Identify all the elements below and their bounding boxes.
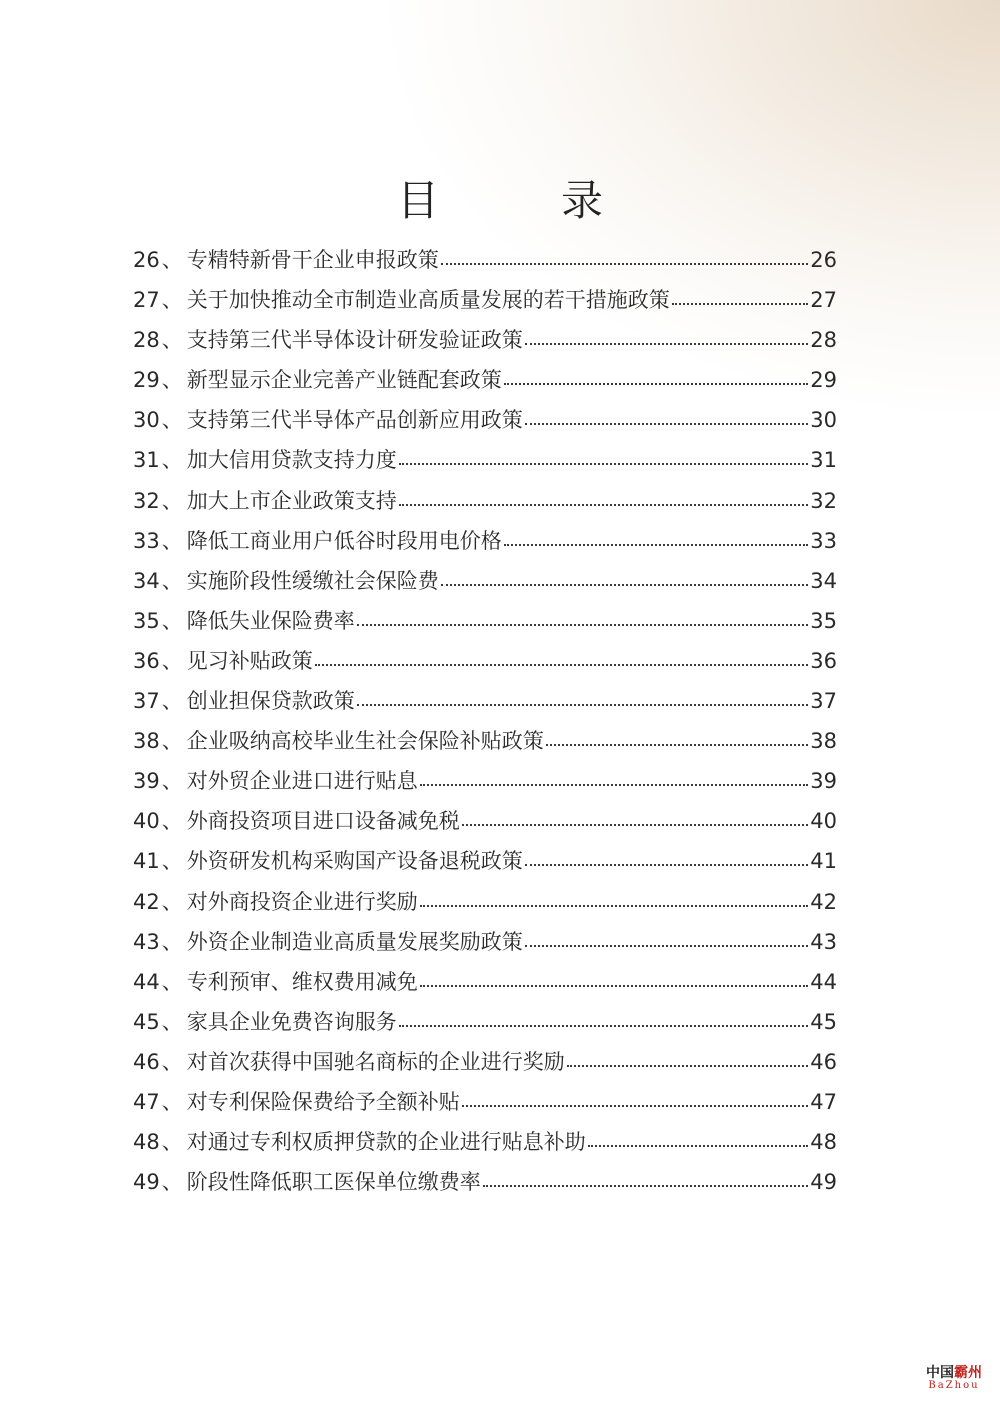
- toc-dot-leader: [357, 701, 809, 706]
- toc-entry-number: 44: [133, 969, 160, 994]
- toc-separator: 、: [161, 929, 183, 954]
- toc-entry-number: 49: [133, 1170, 160, 1195]
- toc-dot-leader: [420, 982, 809, 987]
- toc-page-number: 44: [810, 969, 837, 994]
- toc-entry-number: 36: [133, 648, 160, 673]
- toc-entry[interactable]: [133, 521, 837, 561]
- watermark-en: BaZhou: [928, 1379, 980, 1391]
- toc-entry-title: 对外商投资企业进行奖励: [186, 889, 418, 914]
- toc-entry-number: 31: [133, 448, 160, 473]
- toc-separator: 、: [161, 1009, 183, 1034]
- toc-entry-number: 27: [133, 288, 160, 313]
- toc-entry-title: 专精特新骨干企业申报政策: [186, 248, 439, 272]
- toc-entry-title: 支持第三代半导体产品创新应用政策: [186, 408, 523, 433]
- toc-entry-number: 48: [133, 1130, 160, 1155]
- toc-dot-leader: [399, 501, 809, 506]
- toc-entry-number: 47: [133, 1089, 160, 1114]
- toc-entry[interactable]: [133, 1042, 837, 1082]
- toc-entry[interactable]: [133, 601, 837, 641]
- toc-page-number: 32: [810, 488, 837, 513]
- toc-entry-number: 46: [133, 1049, 160, 1074]
- toc-page-number: 43: [810, 929, 837, 954]
- toc-page-number: 26: [810, 248, 837, 272]
- toc-entry[interactable]: [133, 240, 837, 280]
- toc-entry-title: 对首次获得中国驰名商标的企业进行奖励: [186, 1049, 565, 1074]
- toc-entry[interactable]: [133, 1122, 837, 1162]
- toc-entry[interactable]: [133, 882, 837, 922]
- toc-page-number: 48: [810, 1130, 837, 1155]
- toc-page-number: 35: [810, 608, 837, 633]
- toc-separator: 、: [161, 288, 183, 313]
- toc-entry-number: 34: [133, 568, 160, 593]
- toc-dot-leader: [441, 260, 809, 265]
- toc-dot-leader: [672, 300, 809, 305]
- toc-dot-leader: [315, 661, 809, 666]
- toc-entry[interactable]: [133, 761, 837, 801]
- toc-entry-title: 创业担保贷款政策: [186, 689, 355, 714]
- toc-entry-number: 30: [133, 408, 160, 433]
- toc-dot-leader: [588, 1142, 809, 1147]
- toc-dot-leader: [504, 541, 809, 546]
- toc-entry-title: 降低失业保险费率: [186, 608, 355, 633]
- toc-dot-leader: [399, 460, 809, 465]
- toc-separator: 、: [161, 1130, 183, 1155]
- toc-entry[interactable]: [133, 400, 837, 440]
- toc-entry-number: 29: [133, 368, 160, 393]
- toc-entry-title: 对外贸企业进口进行贴息: [186, 769, 418, 794]
- toc-page-number: 27: [810, 288, 837, 313]
- toc-page-number: 31: [810, 448, 837, 473]
- toc-page-number: 41: [810, 849, 837, 874]
- toc-entry-title: 专利预审、维权费用减免: [186, 969, 418, 994]
- toc-entry[interactable]: [133, 561, 837, 601]
- toc-dot-leader: [420, 902, 809, 907]
- toc-entry-number: 35: [133, 608, 160, 633]
- toc-entry[interactable]: [133, 922, 837, 962]
- toc-separator: 、: [161, 689, 183, 714]
- toc-entry-number: 26: [133, 248, 160, 272]
- toc-separator: 、: [161, 248, 183, 272]
- toc-entry[interactable]: [133, 641, 837, 681]
- watermark-cn: 中国霸州: [926, 1364, 982, 1381]
- toc-dot-leader: [483, 1182, 809, 1187]
- toc-separator: 、: [161, 448, 183, 473]
- toc-entry-number: 32: [133, 488, 160, 513]
- toc-separator: 、: [161, 328, 183, 353]
- toc-entry[interactable]: [133, 360, 837, 400]
- toc-page-number: 34: [810, 568, 837, 593]
- toc-entry-title: 外资企业制造业高质量发展奖励政策: [186, 929, 523, 954]
- toc-entry-title: 加大信用贷款支持力度: [186, 448, 397, 473]
- toc-page-number: 30: [810, 408, 837, 433]
- toc-separator: 、: [161, 408, 183, 433]
- toc-separator: 、: [161, 769, 183, 794]
- toc-entry[interactable]: [133, 962, 837, 1002]
- toc-dot-leader: [525, 942, 809, 947]
- toc-dot-leader: [525, 420, 809, 425]
- toc-entry-title: 对专利保险保费给予全额补贴: [186, 1089, 460, 1114]
- toc-dot-leader: [462, 1102, 809, 1107]
- toc-entry[interactable]: [133, 440, 837, 480]
- toc-dot-leader: [420, 781, 809, 786]
- toc-page-number: 37: [810, 689, 837, 714]
- toc-separator: 、: [161, 1170, 183, 1195]
- toc-entry-number: 43: [133, 929, 160, 954]
- toc-entry-title: 外资研发机构采购国产设备退税政策: [186, 849, 523, 874]
- toc-separator: 、: [161, 488, 183, 513]
- toc-separator: 、: [161, 608, 183, 633]
- toc-separator: 、: [161, 889, 183, 914]
- toc-entry[interactable]: [133, 1162, 837, 1202]
- toc-page-number: 40: [810, 809, 837, 834]
- toc-entry[interactable]: [133, 801, 837, 841]
- toc-entry-title: 加大上市企业政策支持: [186, 488, 397, 513]
- toc-dot-leader: [546, 741, 809, 746]
- toc-entry-title: 阶段性降低职工医保单位缴费率: [186, 1170, 481, 1195]
- toc-separator: 、: [161, 849, 183, 874]
- toc-page-number: 36: [810, 648, 837, 673]
- toc-separator: 、: [161, 729, 183, 754]
- toc-dot-leader: [525, 861, 809, 866]
- toc-page-number: 38: [810, 729, 837, 754]
- toc-entry-number: 33: [133, 528, 160, 553]
- toc-dot-leader: [525, 340, 809, 345]
- page-title: 目 录: [396, 176, 643, 226]
- toc-entry[interactable]: [133, 721, 837, 761]
- toc-page-number: 47: [810, 1089, 837, 1114]
- toc-separator: 、: [161, 528, 183, 553]
- toc-dot-leader: [441, 581, 809, 586]
- toc-entry-title: 见习补贴政策: [186, 648, 313, 673]
- toc-entry-number: 40: [133, 809, 160, 834]
- toc-entry[interactable]: [133, 320, 837, 360]
- toc-dot-leader: [504, 380, 809, 385]
- toc-page-number: 28: [810, 328, 837, 353]
- toc-entry-number: 38: [133, 729, 160, 754]
- toc-page-number: 49: [810, 1170, 837, 1195]
- toc-entry[interactable]: [133, 481, 837, 521]
- toc-dot-leader: [399, 1022, 809, 1027]
- toc-entry-title: 外商投资项目进口设备减免税: [186, 809, 460, 834]
- watermark-logo: [926, 1366, 982, 1391]
- toc-entry-number: 37: [133, 689, 160, 714]
- toc-entry-title: 企业吸纳高校毕业生社会保险补贴政策: [186, 729, 544, 754]
- toc-page-number: 39: [810, 769, 837, 794]
- toc-entry-number: 41: [133, 849, 160, 874]
- toc-entry[interactable]: [133, 841, 837, 881]
- toc-entry[interactable]: [133, 280, 837, 320]
- toc-entry[interactable]: [133, 681, 837, 721]
- toc-entry-title: 实施阶段性缓缴社会保险费: [186, 568, 439, 593]
- toc-entry-title: 对通过专利权质押贷款的企业进行贴息补助: [186, 1130, 586, 1155]
- toc-entry[interactable]: [133, 1082, 837, 1122]
- toc-separator: 、: [161, 568, 183, 593]
- toc-separator: 、: [161, 648, 183, 673]
- toc-entry-title: 家具企业免费咨询服务: [186, 1009, 397, 1034]
- toc-separator: 、: [161, 1049, 183, 1074]
- toc-dot-leader: [462, 821, 809, 826]
- toc-separator: 、: [161, 809, 183, 834]
- toc-page-number: 45: [810, 1009, 837, 1034]
- table-of-contents: [133, 240, 837, 1202]
- toc-page-number: 42: [810, 889, 837, 914]
- toc-page-number: 46: [810, 1049, 837, 1074]
- toc-dot-leader: [567, 1062, 809, 1067]
- toc-dot-leader: [357, 621, 809, 626]
- toc-page-number: 33: [810, 528, 837, 553]
- toc-separator: 、: [161, 368, 183, 393]
- toc-separator: 、: [161, 969, 183, 994]
- toc-entry-title: 支持第三代半导体设计研发验证政策: [186, 328, 523, 353]
- toc-entry-title: 关于加快推动全市制造业高质量发展的若干措施政策: [186, 288, 670, 313]
- toc-entry-number: 28: [133, 328, 160, 353]
- toc-entry-number: 39: [133, 769, 160, 794]
- toc-entry-number: 42: [133, 889, 160, 914]
- toc-entry-title: 新型显示企业完善产业链配套政策: [186, 368, 502, 393]
- toc-separator: 、: [161, 1089, 183, 1114]
- toc-entry-title: 降低工商业用户低谷时段用电价格: [186, 528, 502, 553]
- toc-page-number: 29: [810, 368, 837, 393]
- toc-entry[interactable]: [133, 1002, 837, 1042]
- toc-entry-number: 45: [133, 1009, 160, 1034]
